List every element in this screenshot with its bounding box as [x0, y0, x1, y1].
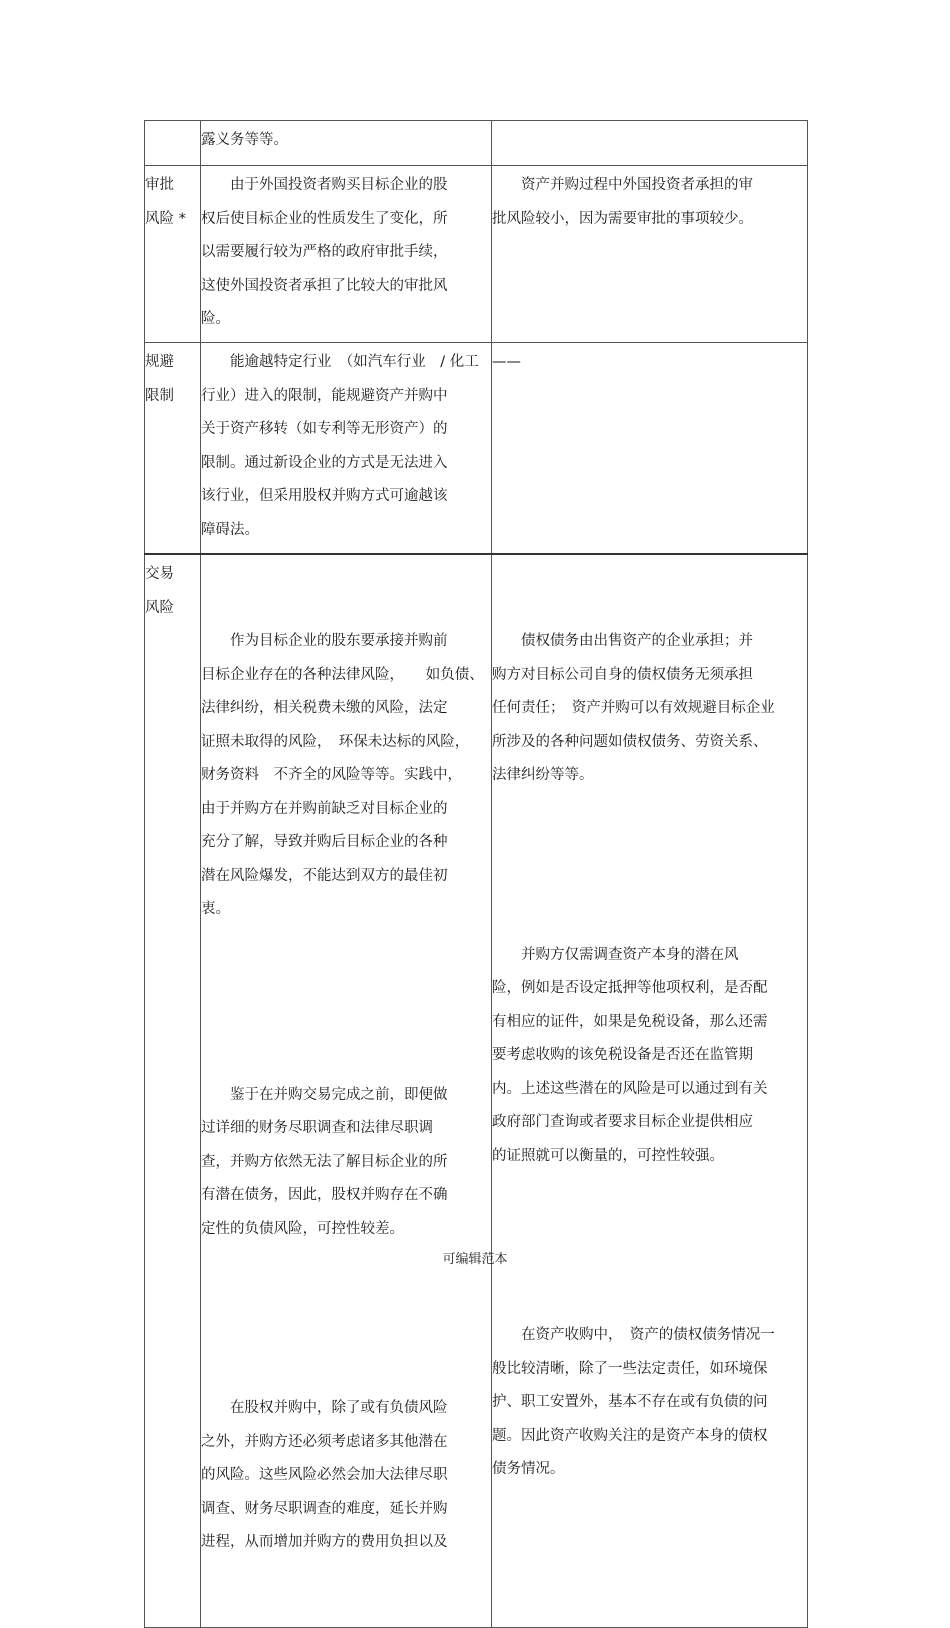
equity-acquisition-cell — [201, 166, 492, 343]
asset-paragraph: 债权债务由出售资产的企业承担；并 购方对目标公司自身的债权债务无须承担 任何责任； 资产并购可以有效规避目标企业 所涉及的各种问题如债权债务、劳资关系、 法律纠纷等等。 — [492, 633, 775, 783]
table-row — [145, 343, 808, 555]
equity-acquisition-cell — [201, 343, 492, 555]
asset-paragraph: 并购方仅需调查资产本身的潜在风 险，例如是否设定抵押等他项权利，是否配 有相应的证件，如果是免税设备，那么还需 要考虑收购的该免税设备是否还在监管期 内。上述这些潜在的风险是可以通过到有关 政府部门查询或者要求目标企业提供相应 的证照就可以衡量的，可控性较强。 — [492, 946, 768, 1164]
equity-paragraph: 作为目标企业的股东要承接并购前 目标企业存在的各种法律风险， 如负债、 法律纠纷，相关税费未缴的风险，法定 证照未取得的风险， 环保未达标的风险， 财务资料 不齐全的风险等等。实践中， 由于并购方在并购前缺乏对目标企业的 充分了解，导致并购后目标企业的各种 潜在风险爆发，不能达到双方的最佳初 衷。 — [201, 633, 484, 917]
row-label-cell — [145, 166, 201, 343]
equity-paragraph: 鉴于在并购交易完成之前，即便做 过详细的财务尽职调查和法律尽职调 查，并购方依然无法了解目标企业的所 有潜在债务，因此，股权并购存在不确 定性的负债风险，可控性较差。 — [201, 1086, 448, 1237]
asset-paragraph: 在资产收购中， 资产的债权债务情况一 般比较清晰，除了一些法定责任，如环境保 护、职工安置外，基本不存在或有负债的问 题。因此资产收购关注的是资产本身的债权 债务情况。 — [492, 1327, 775, 1477]
asset-acquisition-cell — [492, 166, 808, 343]
table-row — [145, 121, 808, 166]
row-label-cell — [145, 554, 201, 1627]
comparison-table — [144, 120, 808, 1628]
page-footer: 可编辑范本 — [442, 1252, 508, 1267]
row-label: 交易 风险 — [145, 566, 174, 616]
table-row — [145, 166, 808, 343]
asset-acquisition-cell — [492, 343, 808, 555]
equity-paragraph: 在股权并购中，除了或有负债风险 之外，并购方还必须考虑诸多其他潜在 的风险。这些风险必然会加大法律尽职 调查、财务尽职调查的难度，延长并购 进程，从而增加并购方的费用负担以及 — [201, 1400, 448, 1550]
row-label-cell — [145, 343, 201, 555]
asset-acquisition-cell — [492, 121, 808, 166]
equity-acquisition-cell — [201, 554, 492, 1627]
equity-text: 由于外国投资者购买目标企业的股 权后使目标企业的性质发生了变化，所 以需要履行较为严格的政府审批手续， 这使外国投资者承担了比较大的审批风 险。 — [201, 177, 448, 327]
row-label — [145, 121, 200, 124]
asset-acquisition-cell — [492, 554, 808, 1627]
asset-text — [492, 121, 807, 124]
equity-acquisition-cell — [201, 121, 492, 166]
row-label: 规避 限制 — [145, 354, 174, 404]
row-label: 审批 风险 * — [145, 177, 186, 227]
row-label-cell — [145, 121, 201, 166]
table-row — [145, 554, 808, 1627]
asset-text: 资产并购过程中外国投资者承担的审 批风险较小，因为需要审批的事项较少。 — [492, 177, 753, 227]
equity-text: 能逾越特定行业 （如汽车行业 / 化工 行业）进入的限制，能规避资产并购中 关于资产移转（如专利等无形资产）的 限制。通过新设企业的方式是无法进入 该行业，但采用股权并购方式可逾越该 障碍法。 — [201, 354, 479, 538]
equity-text: 露义务等等。 — [201, 132, 288, 148]
asset-text: —— — [492, 354, 521, 370]
